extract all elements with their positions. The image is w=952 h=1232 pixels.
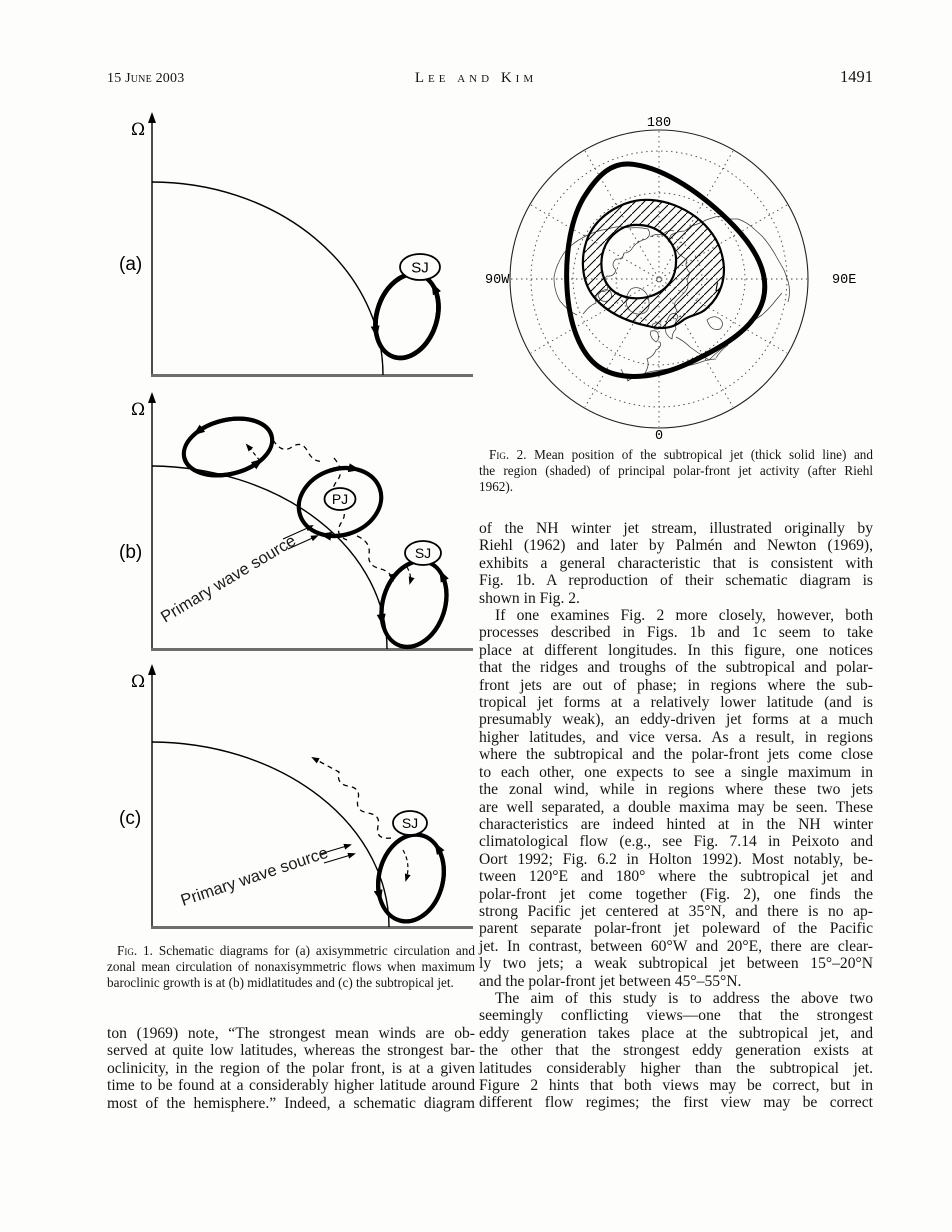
caption-line (107, 943, 475, 959)
text-line: ly two jets; a weak subtropical jet between 15°–20°N (479, 955, 873, 973)
text-line: most of the hemisphere.” Indeed, a schematic diagram (107, 1094, 475, 1112)
text-line: the other that the strongest eddy generation exists at (479, 1042, 873, 1060)
text-line: If one examines Fig. 2 more closely, however, both (495, 607, 873, 625)
header-page-number: 1491 (840, 67, 873, 86)
text-line: presumably weak), an eddy-driven jet forms at a much (479, 711, 873, 729)
text-line: to each other, one expects to see a single maximum in (479, 763, 873, 781)
y-axis-arrowhead (148, 392, 156, 403)
text-line: higher latitudes, and vice versa. As a result, in regions (479, 728, 873, 746)
text-line: and the polar-front jet between 45°–55°N. (479, 972, 742, 990)
right-column-text (479, 520, 873, 1112)
figure2-caption (479, 447, 873, 496)
text-line: tween 120°E and 180° where the subtropical jet and (479, 868, 873, 886)
map-label-180: 180 (646, 116, 672, 131)
text-line: Figure 2 hints that both views may be correct, but in (479, 1077, 873, 1094)
caption-text: Schematic diagrams for (a) axisymmetric circulation and (158, 943, 475, 958)
caption-line (479, 447, 873, 463)
caption-text: Mean position of the subtropical jet (thick solid line) and (534, 447, 873, 462)
text-line: latitudes considerably higher than the subtropical jet. (479, 1059, 873, 1077)
text-line: served at quite low latitudes, whereas the strongest bar- (107, 1042, 475, 1060)
text-line: characteristics are indeed hinted at in the NH winter (479, 815, 873, 833)
sj-circulation-cell (369, 828, 452, 929)
paragraph (107, 1025, 475, 1112)
panel-b-tag: (b) (119, 542, 143, 563)
omega-axis-label: Ω (131, 672, 146, 692)
wave-arrow-into-eddy-cell (247, 445, 260, 461)
figure2-polar-map (479, 106, 874, 442)
sj-label-bubble (393, 811, 427, 835)
wave-arrow-into-sj (403, 850, 408, 880)
eddy-driven-cell (178, 410, 278, 484)
text-line: time to be found at a considerably higher latitude around (107, 1077, 475, 1095)
omega-axis-label: Ω (131, 400, 146, 420)
figure2-caption-label: Fig. 2. (489, 447, 527, 462)
text-line: Fig. 1b. A reproduction of their schematic diagram is (479, 572, 873, 590)
left-column-text (107, 1025, 475, 1112)
wave-train-upper (273, 440, 323, 461)
text-line: place at different longitudes. In this figure, one notices (479, 641, 873, 659)
map-label-90w: 90W (485, 273, 510, 288)
radiating-wave-arrow (313, 758, 391, 838)
text-line: ton (1969) note, “The strongest mean winds are ob- (107, 1025, 475, 1042)
caption-lines (107, 959, 475, 991)
pj-label: PJ (331, 491, 349, 507)
panel-c-tag: (c) (119, 808, 142, 829)
figure1-caption (107, 943, 475, 992)
text-line: eddy generation takes place at the subtropical jet, and (479, 1024, 873, 1042)
header-running-title: Lee and Kim (414, 70, 538, 86)
text-line: Oort 1992; Fig. 6.2 in Holton 1992). Most notably, be- (479, 850, 873, 868)
text-line: jet. In contrast, between 60°W and 20°E, there are clear- (479, 937, 873, 955)
text-line: 1962). (479, 479, 514, 495)
text-line: exhibits a general characteristic that is consistent with (479, 554, 873, 572)
text-line: baroclinic growth is at (b) midlatitudes and (c) the subtropical jet. (107, 975, 454, 991)
text-line: front jets are out of phase; in regions where the sub- (479, 676, 873, 694)
wave-train-lower (357, 536, 393, 580)
text-line: seemingly conflicting views—one that the strongest (479, 1007, 873, 1025)
text-line: of the NH winter jet stream, illustrated originally by (479, 520, 873, 537)
paragraph (479, 607, 873, 990)
sj-label: SJ (411, 259, 429, 277)
primary-wave-source-annotation: Primary wave source (178, 843, 331, 910)
paragraph (479, 990, 873, 1112)
figure1-panel-b (107, 390, 475, 652)
text-line: the zonal wind, while in regions where these two jets (479, 781, 873, 799)
y-axis-arrowhead (148, 112, 156, 123)
header-date: 15 June 2003 (107, 71, 185, 86)
text-line: The aim of this study is to address the above two (495, 989, 873, 1007)
sj-circulation-cell (365, 266, 449, 366)
sj-circulation-cell (371, 553, 457, 652)
text-line: oclinicity, in the region of the polar front, is at a given (107, 1059, 475, 1077)
text-line: different flow regimes; the first view may be correct (479, 1094, 873, 1112)
map-label-low: L (715, 280, 722, 294)
pj-label-bubble (325, 488, 356, 510)
sj-label: SJ (401, 815, 419, 831)
map-label-90e: 90E (832, 273, 857, 288)
figure1-panel-c (107, 660, 475, 937)
sj-label-bubble (405, 541, 441, 565)
paragraph (479, 520, 873, 607)
wave-arrow-into-sj (407, 567, 411, 583)
sj-label-bubble (400, 254, 440, 280)
text-line: zonal mean circulation of nonaxisymmetric flows when maximum (107, 959, 475, 975)
text-line: strong Pacific jet centered at 35°N, and there is no ap- (479, 902, 873, 920)
panel-a-tag: (a) (119, 254, 143, 275)
omega-axis-label: Ω (131, 120, 146, 140)
earth-surface-curve (152, 182, 383, 375)
sj-label: SJ (414, 545, 432, 561)
text-line: are well separated, a double maxima may be seen. These (479, 798, 873, 816)
figure1-panel-a (107, 110, 475, 378)
text-line: shown in Fig. 2. (479, 589, 580, 607)
text-line: climatological flow (e.g., see Fig. 7.14 in Peixoto and (479, 833, 873, 851)
caption-lines (479, 463, 873, 495)
text-line: Riehl (1962) and later by Palmén and Newton (1969), (479, 537, 873, 555)
text-line: where the subtropical and the polar-front jets come close (479, 746, 873, 764)
figure1-caption-label: Fig. 1. (117, 943, 153, 958)
text-line: parent separate polar-front jet poleward of the Pacific (479, 920, 873, 938)
text-line: the region (shaded) of principal polar-front jet activity (after Riehl (479, 463, 873, 479)
text-line: polar-front jet come together (Fig. 2), one finds the (479, 885, 873, 903)
text-line: that the ridges and troughs of the subtropical and polar- (479, 659, 873, 677)
polar-front-jet-region-hatched (583, 200, 724, 328)
y-axis-arrowhead (148, 664, 156, 675)
text-line: tropical jet forms at a relatively lower latitude (and is (479, 694, 873, 712)
primary-wave-source-annotation: Primary wave source (157, 531, 300, 627)
map-label-0: 0 (654, 429, 664, 442)
text-line: processes described in Figs. 1b and 1c seem to take (479, 624, 873, 642)
